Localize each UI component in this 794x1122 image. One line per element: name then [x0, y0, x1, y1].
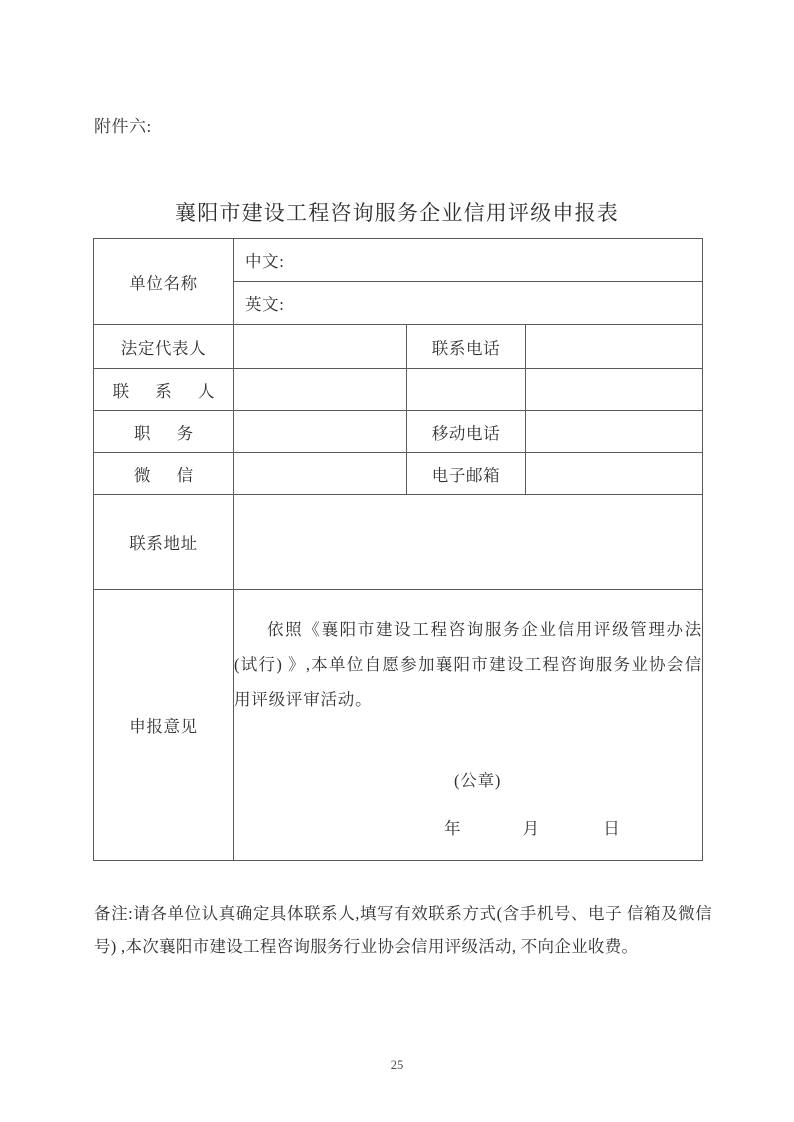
label-duty: 职 务 — [94, 411, 234, 453]
sub-label-english: 英文: — [245, 295, 285, 314]
table-row-declaration — [94, 590, 703, 861]
label-unit-name: 单位名称 — [94, 239, 234, 325]
field-unit-name-en[interactable] — [234, 282, 703, 325]
page-title: 襄阳市建设工程咨询服务企业信用评级申报表 — [175, 201, 619, 225]
declaration-cell — [234, 590, 703, 861]
footnote-remark: 备注:请各单位认真确定具体联系人,填写有效联系方式(含手机号、电子 信箱及微信号) ,本次襄阳市建设工程咨询服务行业协会信用评级活动, 不向企业收费。 — [94, 904, 712, 956]
label-contact-person: 联 系 人 — [94, 369, 234, 411]
table-row-wechat — [94, 453, 703, 495]
label-wechat: 微 信 — [94, 453, 234, 495]
field-mobile-phone[interactable] — [526, 411, 703, 453]
label-address: 联系地址 — [94, 495, 234, 590]
field-unit-name-cn[interactable] — [234, 239, 703, 282]
field-contact-person[interactable] — [234, 369, 407, 411]
date-day-label: 日 — [603, 818, 620, 838]
field-duty[interactable] — [234, 411, 407, 453]
label-declaration-opinion: 申报意见 — [94, 590, 234, 861]
field-contact-phone[interactable] — [526, 325, 703, 369]
field-legal-representative[interactable] — [234, 325, 407, 369]
field-wechat[interactable] — [234, 453, 407, 495]
label-contact-phone: 联系电话 — [407, 325, 526, 369]
date-month-label: 月 — [522, 818, 540, 838]
field-address[interactable] — [234, 495, 703, 590]
sub-label-chinese: 中文: — [245, 252, 285, 271]
attachment-label: 附件六: — [94, 117, 152, 136]
table-row-duty — [94, 411, 703, 453]
page-number: 25 — [390, 1058, 404, 1072]
date-signature-line — [234, 815, 702, 839]
official-seal-placeholder: (公章) — [454, 770, 502, 790]
field-contact-person-extra-left[interactable] — [407, 369, 526, 411]
label-mobile-phone: 移动电话 — [407, 411, 526, 453]
label-legal-representative: 法定代表人 — [94, 325, 234, 369]
application-form-table — [93, 238, 703, 861]
label-email: 电子邮箱 — [407, 453, 526, 495]
table-row-address — [94, 495, 703, 590]
declaration-body-text: 依照《襄阳市建设工程咨询服务企业信用评级管理办法(试行) 》,本单位自愿参加襄阳市建设工程咨询服务业协会信用评级评审活动。 — [234, 619, 703, 709]
date-year-label: 年 — [444, 818, 461, 838]
table-row-contact-person — [94, 369, 703, 411]
field-contact-person-extra-right[interactable] — [526, 369, 703, 411]
table-row-unit-name-cn — [94, 239, 703, 282]
field-email[interactable] — [526, 453, 703, 495]
table-row-legal-representative — [94, 325, 703, 369]
